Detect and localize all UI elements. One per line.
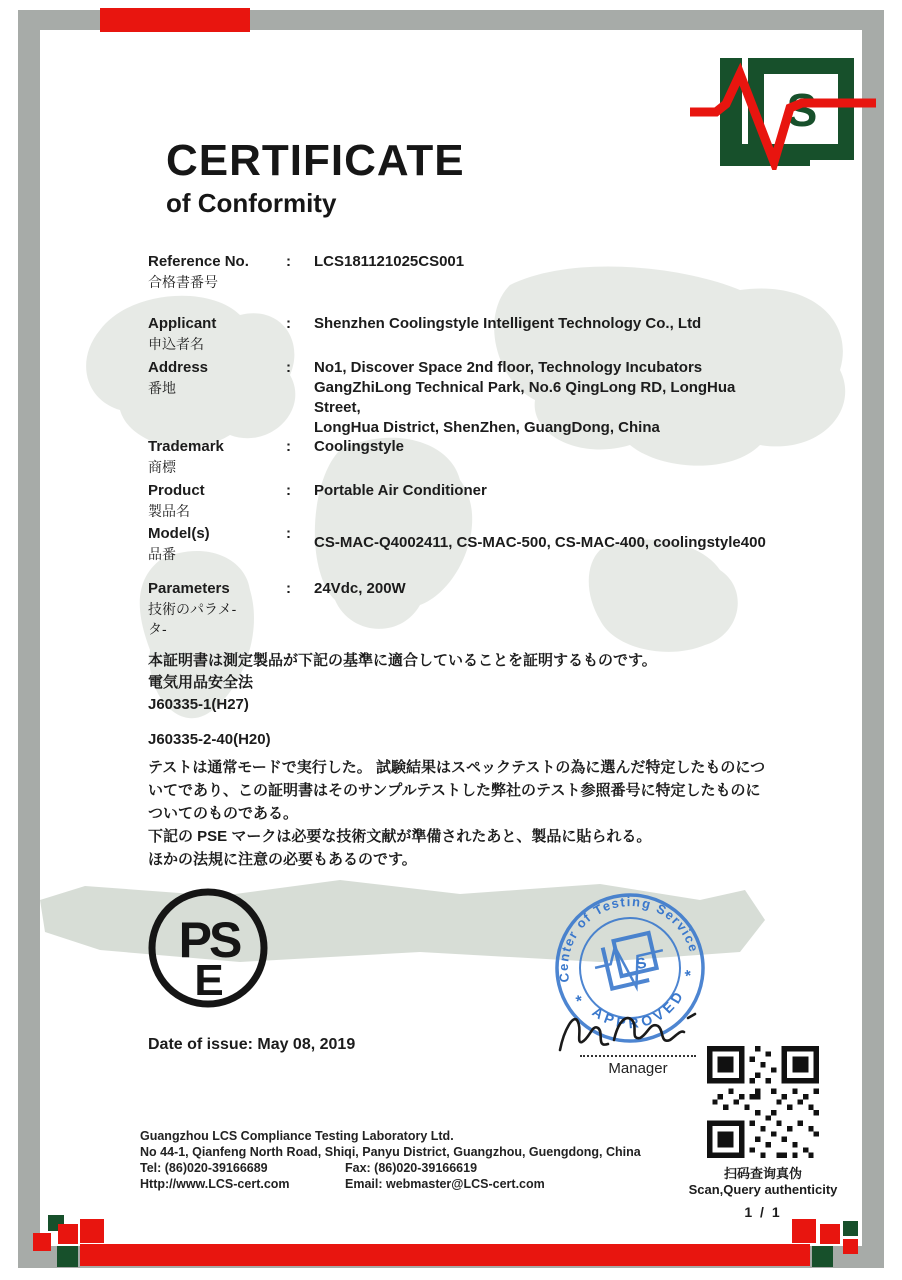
parameters-label-ja: 技術のパラメ- [148, 601, 237, 617]
signature-line [580, 1040, 696, 1057]
conformity-statement [148, 650, 788, 751]
deco-square-red [843, 1239, 858, 1254]
deco-square-green [843, 1221, 858, 1236]
qr-caption-en: Scan,Query authenticity [688, 1182, 838, 1197]
models-value: CS-MAC-Q4002411, CS-MAC-500, CS-MAC-400, coolingstyle400 [314, 534, 766, 551]
product-label-ja: 製品名 [148, 503, 190, 519]
field-row-reference [148, 252, 778, 292]
colon: : [286, 315, 291, 332]
colon: : [286, 359, 291, 376]
deco-square-red [33, 1233, 51, 1251]
reference-label: Reference No. [148, 253, 249, 270]
stamp-star-left: * [574, 992, 585, 1011]
stamp-bottom-text: APPROVED [589, 985, 688, 1032]
date-of-issue: Date of issue: May 08, 2019 [148, 1036, 356, 1053]
test-note [148, 756, 788, 871]
statement-line: 本証明書は測定製品が下記の基準に適合していることを証明するものです。 [148, 652, 657, 669]
frame-right-bar [862, 10, 884, 1268]
colon: : [286, 482, 291, 499]
test-note-line: 下記の PSE マークは必要な技術文献が準備されたあと、製品に貼られる。 [148, 828, 652, 845]
stamp-center-letter: S [634, 954, 649, 974]
stamp-top-text: Center of Testing Service [555, 894, 702, 984]
field-row-trademark [148, 437, 778, 477]
deco-red-bar [80, 1244, 810, 1266]
models-label-ja: 品番 [148, 546, 176, 562]
footer-address: No 44-1, Qianfeng North Road, Shiqi, Panyu District, Guangzhou, Guengdong, China [140, 1145, 641, 1159]
frame-top-red-accent [100, 8, 250, 32]
standard-2: J60335-2-40(H20) [148, 731, 271, 748]
test-note-line: いてであり、この証明書はそのサンプルテストした弊社のテスト参照番号に特定したものに [148, 782, 761, 799]
parameters-label: Parameters [148, 580, 230, 597]
product-value: Portable Air Conditioner [314, 482, 487, 499]
applicant-value: Shenzhen Coolingstyle Intelligent Technology Co., Ltd [314, 315, 702, 332]
footer-tel: Tel: (86)020-39166689 [140, 1161, 268, 1175]
logo-letter-s: S [786, 84, 818, 136]
deco-square-red [58, 1224, 78, 1244]
qr-section [678, 1046, 848, 1220]
qr-caption-zh: 扫码查询真伪 [723, 1166, 802, 1181]
frame-left-bar [18, 10, 40, 1268]
product-label: Product [148, 482, 205, 499]
trademark-label: Trademark [148, 438, 224, 455]
deco-square-green [57, 1246, 78, 1267]
footer [140, 1128, 700, 1192]
pse-mark [146, 886, 270, 1010]
parameters-label-ja2: タ- [148, 621, 167, 637]
address-label-ja: 番地 [148, 380, 176, 396]
address-value: No1, Discover Space 2nd floor, Technology Incubators GangZhiLong Technical Park, No.6 QingLong RD, LongHua Street, LongHua District, ShenZhen, GuangDong, China [314, 359, 736, 436]
colon: : [286, 438, 291, 455]
test-note-line: テストは通常モードで実行した。 試験結果はスペックテストの為に選んだ特定したものにつ [148, 759, 766, 776]
footer-fax: Fax: (86)020-39166619 [345, 1161, 478, 1175]
signer-title: Manager [608, 1060, 668, 1077]
colon: : [286, 525, 291, 542]
page-number: 1 / 1 [744, 1204, 782, 1220]
certificate-subtitle: of Conformity [166, 188, 337, 218]
address-label: Address [148, 359, 209, 376]
standard-1: J60335-1(H27) [148, 696, 249, 713]
parameters-value: 24Vdc, 200W [314, 580, 406, 597]
footer-company: Guangzhou LCS Compliance Testing Laboratory Ltd. [140, 1129, 454, 1143]
footer-email: Email: webmaster@LCS-cert.com [345, 1177, 545, 1191]
pse-mark-e: E [194, 956, 224, 1005]
field-row-applicant [148, 314, 778, 354]
colon: : [286, 253, 291, 270]
field-row-address [148, 358, 778, 438]
trademark-label-ja: 商標 [148, 459, 176, 475]
certificate-title: CERTIFICATE [166, 136, 465, 185]
deco-square-red [820, 1224, 840, 1244]
models-label: Model(s) [148, 525, 210, 542]
trademark-value: Coolingstyle [314, 438, 405, 455]
field-row-parameters [148, 579, 778, 639]
deco-square-red [80, 1219, 104, 1243]
reference-label-ja: 合格書番号 [148, 274, 218, 290]
statement-law: 電気用品安全法 [148, 674, 254, 691]
qr-code [707, 1046, 819, 1158]
lcs-logo [690, 56, 876, 170]
deco-square-green [812, 1246, 833, 1267]
applicant-label-ja: 申込者名 [148, 336, 204, 352]
test-note-line: ついてのものである。 [148, 805, 299, 822]
field-row-models [148, 524, 778, 564]
reference-value: LCS181121025CS001 [314, 253, 465, 270]
field-row-product [148, 481, 778, 521]
footer-web: Http://www.LCS-cert.com [140, 1177, 290, 1191]
stamp-star-right: * [683, 967, 694, 986]
pse-mark-ps: PS [178, 912, 240, 968]
applicant-label: Applicant [148, 315, 217, 332]
test-note-line: ほかの法規に注意の必要もあるのです。 [148, 851, 417, 868]
deco-square-red [792, 1219, 816, 1243]
colon: : [286, 580, 291, 597]
